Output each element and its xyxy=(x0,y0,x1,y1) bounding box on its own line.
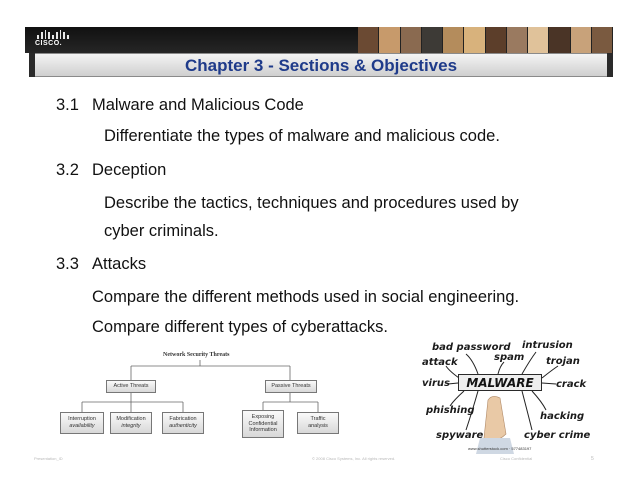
malware-label: MALWARE xyxy=(458,374,542,391)
network-threats-diagram xyxy=(58,352,348,444)
footer-copyright: © 2008 Cisco Systems, Inc. All rights reserved. xyxy=(312,456,396,461)
active-threats-label: Active Threats xyxy=(113,383,149,390)
section-label: Attacks xyxy=(92,255,147,273)
header-photo-strip xyxy=(358,27,613,53)
cisco-logo-text: CISCO. xyxy=(35,40,63,47)
image-credit: www.shutterstock.com · 577483197 xyxy=(468,446,532,451)
title-bar xyxy=(34,53,608,77)
objective-text: Describe the tactics, techniques and procedures used by xyxy=(104,194,519,212)
section-number: 3.2 xyxy=(56,161,79,179)
objective-text: Compare different types of cyberattacks. xyxy=(92,318,388,336)
section-number: 3.3 xyxy=(56,255,79,273)
leaf-label: Modification xyxy=(116,416,146,423)
section-number: 3.1 xyxy=(56,96,79,114)
leaf-label: Fabrication xyxy=(169,416,197,423)
section-label: Deception xyxy=(92,161,167,179)
slide-title: Chapter 3 - Sections & Objectives xyxy=(184,56,458,75)
malware-word-cloud xyxy=(418,338,591,456)
title-bar-right-cap xyxy=(607,53,613,77)
traffic-analysis-box xyxy=(297,412,339,434)
objective-text: cyber criminals. xyxy=(104,222,219,240)
objective-text: Differentiate the types of malware and malicious code. xyxy=(104,127,500,145)
interruption-box xyxy=(60,412,104,434)
footer-presentation-id: Presentation_ID xyxy=(34,456,63,461)
section-3-1 xyxy=(56,96,304,115)
cloud-word-crack: crack xyxy=(556,379,587,390)
leaf-label: Interruption xyxy=(68,416,96,423)
leaf-sub-label: availability xyxy=(69,423,95,429)
cloud-word-bad-password: bad password xyxy=(432,342,511,353)
leaf-sub-label: integrity xyxy=(121,423,141,429)
leaf-label: Traffic analysis xyxy=(308,416,328,429)
cloud-word-intrusion: intrusion xyxy=(522,340,573,351)
header-band xyxy=(25,27,613,53)
section-3-3 xyxy=(56,255,146,274)
cloud-word-trojan: trojan xyxy=(546,356,580,367)
cisco-logo xyxy=(35,30,69,50)
cloud-word-spyware: spyware xyxy=(436,430,484,441)
leaf-sub-label: authenticity xyxy=(169,423,197,429)
section-label: Malware and Malicious Code xyxy=(92,96,304,114)
section-3-2 xyxy=(56,161,166,180)
modification-box xyxy=(110,412,152,434)
cloud-word-spam: spam xyxy=(494,352,525,363)
active-threats-box xyxy=(106,380,156,393)
objective-text: Compare the different methods used in social engineering. xyxy=(92,288,520,306)
cloud-word-hacking: hacking xyxy=(540,411,585,422)
cloud-word-attack: attack xyxy=(422,357,458,368)
cloud-word-phishing: phishing xyxy=(426,405,475,416)
diagram-title: Network Security Threats xyxy=(163,352,230,358)
passive-threats-label: Passive Threats xyxy=(271,383,311,390)
cloud-word-cyber-crime: cyber crime xyxy=(524,430,591,441)
footer-confidential: Cisco Confidential xyxy=(500,456,533,461)
footer-page-number: 5 xyxy=(591,456,594,462)
passive-threats-box xyxy=(265,380,317,393)
leaf-label: Exposing Confidential Information xyxy=(248,413,278,434)
cloud-word-virus: virus xyxy=(422,378,450,389)
exposing-info-box xyxy=(242,410,284,438)
fabrication-box xyxy=(162,412,204,434)
